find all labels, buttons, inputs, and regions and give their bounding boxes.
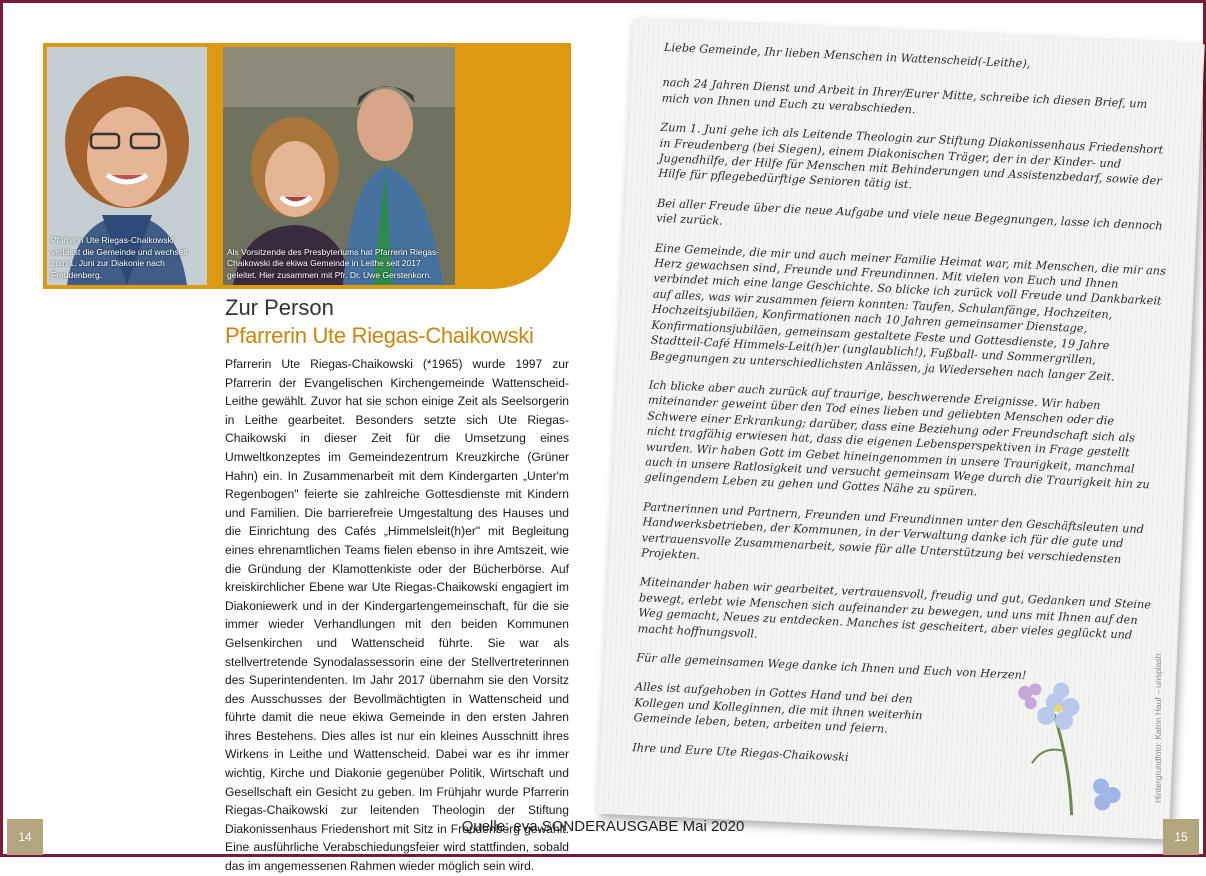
portrait-caption: Pfarrerin Ute Riegas-Chaikowski verlässt die Gemeinde und wechselt zum 1. Juni zur Diakonie nach Freudenberg.	[51, 235, 188, 280]
letter-paragraph: Eine Gemeinde, die mir und auch meiner Familie Heimat war, mit Menschen, die mir ans Herz gewachsen sind, Freunde und Freundinnen. Mit vielen von Euch und Ihnen verbindet mich eine lange Geschichte. So blicke ich zurück voll Freude und Dankbarkeit auf alles, was wir zusammen feiern konnten: Taufen, Schulanfänge, Hochzeiten, Hochzeitsjubiläen, Konfirmationen nach 10 Jahren gemeinsamer Dienstage, Konfirmationsjubiläen, gemeinsam gestaltete Feste und Gottesdienste, 19 Jahre Stadtteil-Café Himmels-Leit(h)er (unglaublich!), Fußball- und Sommergrillen, Begegnungen zu unterschiedlichsten Anlässen, ja Wiedersehen nach langer Zeit.	[649, 241, 1167, 384]
letter-paragraph: Bei aller Freude über die neue Aufgabe und viele neue Begegnungen, lasse ich dennoch viel zurück.	[656, 196, 1163, 233]
page-number-left: 14	[7, 819, 43, 855]
photo-credit	[1153, 643, 1167, 803]
biography-text	[225, 355, 569, 876]
photo-banner	[43, 43, 571, 289]
event-photo	[223, 47, 455, 285]
biography-paragraph: Pfarrerin Ute Riegas-Chaikowski (*1965) wurde 1997 zur Pfarrerin der Evangelischen Kirchengemeinde Wattenscheid-Leithe gewählt. Zuvor hat sie schon einige Zeit als Seelsorgerin in Leithe gearbeitet. Besonders setzte sich Ute Riegas-Chaikowski in dieser Zeit für die Umsetzung eines Umweltkonzeptes im Gemeindezentrum Kreuzkirche (Grüner Hahn) ein. In Zusammenarbeit mit dem Kindergarten „Unter'm Regenbogen" feierte sie zahlreiche Gottesdienste mit Kindern und Familien. Die barrierefreie Umgestaltung des Hauses und die Einrichtung des Cafés „Himmelsleit(h)er" mit Begleitung eines ehrenamtlichen Teams fielen ebenso in ihre Amtszeit, wie die Gründung der Klamottenkiste oder der Bücherbörse. Auf kreiskirchlicher Ebene war Ute Riegas-Chaikowski engagiert im Diakoniewerk und in der Kindergartengemeinschaft, für die sie immer wieder Verhandlungen mit den beiden Kommunen Gelsenkirchen und Wattenscheid führte. Sie war als stellvertretende Synodalassessorin eine der Stellvertreterinnen des Superintendenten. Im Jahr 2017 übernahm sie den Vorsitz des Ausschusses der Bevollmächtigten in Wattenscheid und führte damit die neue ekiwa Gemeinde in den ersten Jahren ihres Bestehens. Dies alles ist nur ein kleines Ausschnitt ihres Wirkens in Leithe und Wattenscheid. Dabei war es ihr immer wichtig, Kirche und Diakonie gegenüber Politik, Wirtschaft und Gesellschaft ein Gesicht zu geben. Im Frühjahr wurde Pfarrerin Riegas-Chaikowski zur leitenden Theologin der Stiftung Diakonissenhaus Friedenshort mit Sitz in Freudenberg gewählt. Eine ausführliche Verabschiedungsfeier wird stattfinden, sobald das im angemessenen Rahmen wieder möglich sein wird.	[225, 357, 569, 874]
event-caption: Als Vorsitzende des Presbyteriums hat Pfarrerin Riegas-Chaikowski die ekiwa Gemeinde in Leithe seit 2017 geleitet. Hier zusammen mit Pfr. Dr. Uwe Gerstenkorn.	[227, 246, 440, 280]
portrait-photo	[47, 47, 207, 285]
farewell-letter	[597, 18, 1205, 839]
letter-paragraph: Miteinander haben wir gearbeitet, vertrauensvoll, freudig und gut, Gedanken und Steine bewegt, erlebt wie Menschen sich aufeinander zu bewegen, und uns mit Ihnen auf den Weg gemacht, Neues zu entdecken. Manches ist gescheitert, aber vieles geglückt und macht hoffnungsvoll.	[637, 575, 1152, 642]
person-name: Pfarrerin Ute Riegas-Chaikowski	[225, 323, 534, 348]
letter-greeting: Liebe Gemeinde, Ihr lieben Menschen in Wattenscheid(-Leithe),	[663, 40, 1031, 71]
letter-paragraph: nach 24 Jahren Dienst und Arbeit in Ihrer/Eurer Mitte, schreibe ich diesen Brief, um mich von Ihnen und Euch zu verabschieden.	[661, 76, 1148, 117]
letter-paragraph: Ich blicke aber auch zurück auf traurige, beschwerende Ereignisse. Wir haben miteinander geweint über den Tod eines lieben und geliebten Menschen oder die Schwere einer Erkrankung; darüber, dass eine Beziehung oder Freundschaft sich als nicht tragfähig erwiesen hat, dass die eigenen Lebensperspektiven in Frage gestellt wurden. Wir haben Gott im Gebet hineingenommen in unsere Traurigkeit, manchmal auch in unsere Ratlosigkeit und versucht gemeinsam Wege durch die Traurigkeit hin zu gelingendem Leben zu gehen und Gottes Nähe zu spüren.	[644, 378, 1151, 499]
page-number-right: 15	[1163, 819, 1199, 855]
source-caption: Quelle: eva.SONDERAUSGABE Mai 2020	[461, 818, 745, 835]
forget-me-not-flower-icon	[980, 651, 1137, 818]
letter-paragraph: Partnerinnen und Partnern, Freunden und Freundinnen unter den Geschäftsleuten und Handwerksbetrieben, der Kommunen, in der Verwaltung danke ich für die gute und vertrauensvolle Zusammenarbeit, sowie für alle Unterstützung bei verschiedensten Projekten.	[640, 500, 1145, 566]
letter-paragraph: Zum 1. Juni gehe ich als Leitende Theologin zur Stiftung Diakonissenhaus Friedenshort in Freudenberg (bei Siegen), einem Diakonischen Träger, der in der Kinder- und Jugendhilfe, der Hilfe für Menschen mit Behinderungen und Assistenzbedarf, sowie der Hilfe für pflegebedürftige Senioren tätig ist.	[658, 121, 1164, 192]
section-heading: Zur Person	[225, 295, 334, 320]
letter-paragraph: Für alle gemeinsamen Wege danke ich Ihnen und Euch von Herzen!	[636, 651, 1027, 682]
photo-credit-text: Hintergrundfoto: Katrin Hauf – unsplash	[1153, 653, 1163, 803]
letter-closing: Ihre und Eure Ute Riegas-Chaikowski	[631, 740, 849, 764]
letter-paragraph: Alles ist aufgehoben in Gottes Hand und bei den Kollegen und Kolleginnen, die mit ihnen weiterhin Gemeinde leben, beten, arbeiten und feiern.	[633, 680, 923, 736]
